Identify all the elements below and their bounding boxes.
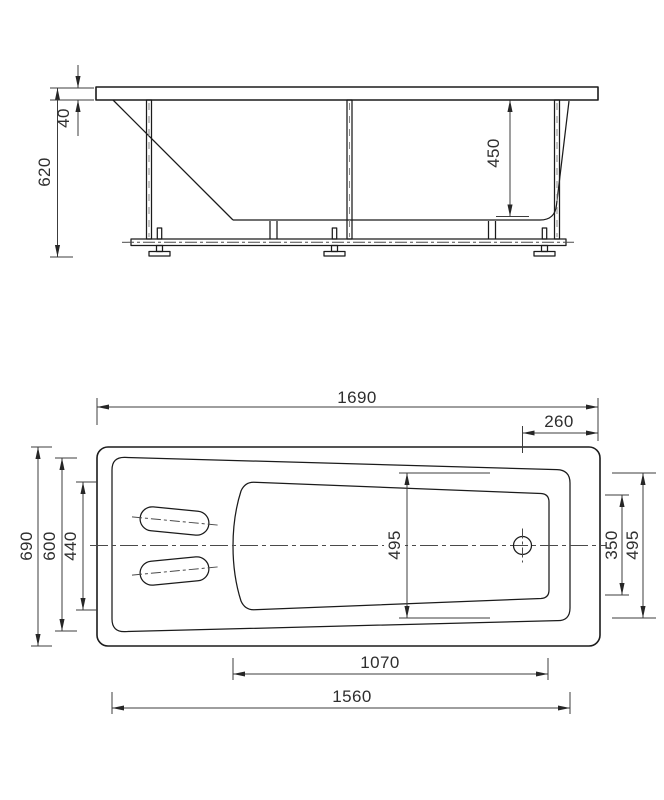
foot-middle-base [324,252,345,257]
dim-450-label: 450 [484,138,503,168]
dim-690-label: 690 [17,531,36,561]
foot-left-base [149,252,170,257]
dim-260-label: 260 [544,412,574,431]
foot-right-base [534,252,555,257]
plan-inner-rim-outline [112,457,570,631]
dim-450 [484,101,529,217]
dim-495-mid-label: 495 [385,530,404,560]
side-backrest-slope-line [113,100,233,220]
dim-620-label: 620 [35,157,54,187]
dim-600-label: 600 [40,531,59,561]
side-elevation-view [35,65,598,257]
grip-lower-centerline [132,567,218,575]
plan-outer-outline [97,447,600,646]
dim-1690-label: 1690 [337,388,377,407]
dim-1560-label: 1560 [332,687,372,706]
dim-1560 [112,687,570,714]
bolt-middle [332,228,336,239]
foot-left-stem [157,246,163,252]
dim-1070 [233,653,548,680]
bolt-right [542,228,546,239]
dim-440-label: 440 [61,531,80,561]
dim-495-right-label: 495 [623,530,642,560]
plan-view [17,388,656,714]
foot-middle-stem [332,246,338,252]
side-deck-outline [96,87,598,100]
bolt-left [157,228,161,239]
dim-1070-label: 1070 [360,653,400,672]
dim-40-label: 40 [54,108,73,128]
adjustable-feet [149,246,555,257]
dim-40 [50,65,94,136]
side-frame-supports [147,100,560,239]
grip-upper-centerline [132,517,218,525]
side-floor-brackets [270,221,496,239]
dim-350-label: 350 [602,530,621,560]
side-floor-and-right-wall [233,101,569,220]
foot-right-stem [542,246,548,252]
